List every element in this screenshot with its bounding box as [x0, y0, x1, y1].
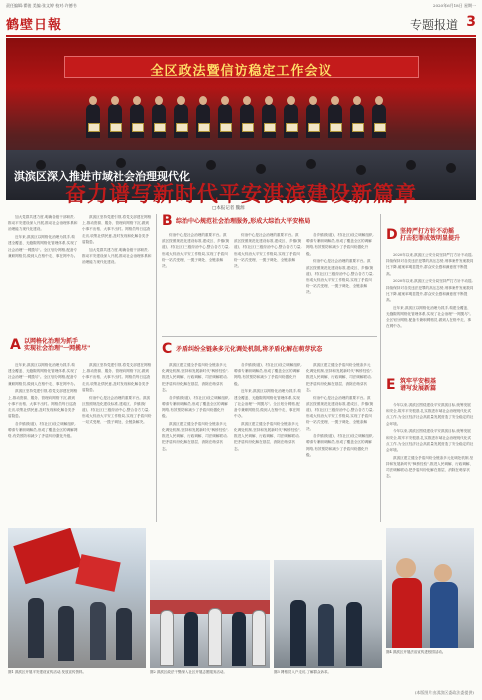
- editor-credits: 责任编辑:翟骏 美编:张文婷 校对:许德书: [6, 3, 77, 8]
- award-recipients: [86, 98, 396, 138]
- section-c-text-2: 各乡镇(街道)、村(社区)设立调解组织,聘请专兼职调解员,形成了覆盖全区的调解网络,有效预防和减少了矛盾纠纷激化升级。 近年来,淇滨区以网格化治理为抓手,构建全覆盖、无缝隙的网格化管理体系,实现了社会治理"一网揽尽"。全区划分网格,配备专兼职网格员,做到人在格中走、事在网中办。 淇滨区建立健全矛盾纠纷全链条多元化调处机制,坚持和发展新时代"枫桥经验",推进人民调解、行政调解、司法调解联动,把矛盾纠纷化解在基层、消除在萌芽状态。: [234, 363, 302, 451]
- section-title-b: 综治中心规范社会治理服务,形成大综治大平安格局: [176, 218, 311, 225]
- photo-caption-4: 图4 淇滨区开展法治宣传进校园活动。: [386, 650, 446, 654]
- section-divider: [162, 336, 377, 337]
- section-c-heading: [162, 342, 377, 356]
- section-title-d: 坚持严打方针不动摇 打击犯罪成效明显提升: [400, 228, 461, 242]
- meeting-banner: [64, 56, 419, 78]
- section-title-a: 以网格化治理为抓手 实现社会治理"一网揽尽": [24, 338, 91, 352]
- section-c-text-3: 淇滨区建立健全矛盾纠纷全链条多元化调处机制,坚持和发展新时代"枫桥经验",推进人民调解、行政调解、司法调解联动,把矛盾纠纷化解在基层、消除在萌芽状态。 综治中心是社会治理的重要平台。淇滨区按照规范化建设标准,建成区、乡镇(街道)、村(社区)三级综治中心,整合各方力量,形成大综治大平安工作格局,实现了矛盾纠纷一站式受理、一揽子调处、全链条解决。 各乡镇(街道)、村(社区)设立调解组织,聘请专兼职调解员,形成了覆盖全区的调解网络,有效预防和减少了矛盾纠纷激化升级。: [306, 363, 374, 457]
- section-title-c: 矛盾纠纷全链条多元化调处机制,将矛盾化解在萌芽状态: [176, 346, 323, 353]
- section-letter: D: [386, 227, 398, 243]
- column-divider: [156, 214, 157, 522]
- section-b-text-3: 各乡镇(街道)、村(社区)设立调解组织,聘请专兼职调解员,形成了覆盖全区的调解网络,有效预防和减少了矛盾纠纷激化升级。 综治中心是社会治理的重要平台。淇滨区按照规范化建设标准,建成区、乡镇(街道)、村(社区)三级综治中心,整合各方力量,形成大综治大平安工作格局,实现了矛盾纠纷一站式受理、一揽子调处、全链条解决。: [306, 233, 374, 295]
- section-title: 专题报道: [409, 18, 458, 32]
- byline: □本报记者 魏源: [212, 206, 245, 211]
- photo-credit: (本版图片由淇滨区委政法委提供): [414, 690, 474, 695]
- section-d-text: 2020年以来,淇滨区公安分局坚持严打方针不动摇,持续保持对各类违法犯罪的高压态势,刑事案件发案数同比下降,破案率明显提升,群众安全感和满意度不断提高。 2020年以来,淇滨区公安分局坚持严打方针不动摇,持续保持对各类违法犯罪的高压态势,刑事案件发案数同比下降,破案率明显提升,群众安全感和满意度不断提高。 近年来,淇滨区以网格化治理为抓手,构建全覆盖、无缝隙的网格化管理体系,实现了社会治理"一网揽尽"。全区划分网格,配备专兼职网格员,做到人在格中走、事在网中办。: [386, 253, 474, 329]
- section-b-text: 综治中心是社会治理的重要平台。淇滨区按照规范化建设标准,建成区、乡镇(街道)、村(社区)三级综治中心,整合各方力量,形成大综治大平安工作格局,实现了矛盾纠纷一站式受理、一揽子调处、全链条解决。: [162, 233, 230, 269]
- section-a-heading: [10, 338, 150, 358]
- section-letter: A: [10, 337, 21, 353]
- photo-caption-3: 图3 网格员入户走访,了解群众诉求。: [274, 670, 331, 674]
- page-number: 3: [466, 14, 476, 30]
- section-letter: E: [386, 377, 396, 393]
- photo-caption-2: 图2 淇滨区政法干警深入社区开展志愿服务活动。: [150, 670, 227, 674]
- section-b-text-2: 综治中心是社会治理的重要平台。淇滨区按照规范化建设标准,建成区、乡镇(街道)、村(社区)三级综治中心,整合各方力量,形成大综治大平安工作格局,实现了矛盾纠纷一站式受理、一揽子调处、全链条解决。: [234, 233, 302, 269]
- photo-publicity-event: [8, 528, 146, 668]
- section-letter: C: [162, 341, 173, 357]
- photo-caption-1: 图1 淇滨区开展平安建设宣传活动,发放宣传资料。: [8, 670, 86, 674]
- banner-text: 全区政法暨信访稳定工作会议: [150, 64, 333, 79]
- subheadline: 淇滨区深入推进市域社会治理现代化: [14, 170, 190, 183]
- section-e-text: 今年以来,淇滨区围绕建设平安淇滨目标,统筹发展和安全,筑牢平安根基,扎实推进市域社会治理现代化试点工作,为全区经济社会高质量发展营造了安全稳定的社会环境。 今年以来,淇滨区围绕建设平安淇滨目标,统筹发展和安全,筑牢平安根基,扎实推进市域社会治理现代化试点工作,为全区经济社会高质量发展营造了安全稳定的社会环境。 淇滨区建立健全矛盾纠纷全链条多元化调处机制,坚持和发展新时代"枫桥经验",推进人民调解、行政调解、司法调解联动,把矛盾纠纷化解在基层、消除在萌芽状态。: [386, 403, 474, 479]
- issue-date: 2020年6月18日 星期一: [432, 3, 476, 8]
- intro-text-2: 淇滨区坚持党建引领,将党支部建在网格上,推动资源、服务、管理向网格下沉,做到小事不出格、大事不出村。网格员每日巡查走访,收集社情民意,及时发现和化解各类矛盾隐患。 加大党群共建力度,明确各级干部职责,推动平安建设深入开展,推动社会治理体系和治理能力现代化建设。: [82, 215, 152, 264]
- header-divider: [6, 35, 476, 37]
- intro-text: 加大党群共建力度,明确各级干部职责,推动平安建设深入开展,推动社会治理体系和治理能力现代化建设。 近年来,淇滨区以网格化治理为抓手,构建全覆盖、无缝隙的网格化管理体系,实现了社会治理"一网揽尽"。全区划分网格,配备专兼职网格员,做到人在格中走、事在网中办。: [8, 215, 78, 258]
- photo-school-event: [386, 528, 474, 648]
- section-title-e: 筑牢平安根基 谱写发展新篇: [400, 378, 437, 392]
- page-meta: [6, 3, 476, 11]
- section-a-text: 近年来,淇滨区以网格化治理为抓手,构建全覆盖、无缝隙的网格化管理体系,实现了社会治理"一网揽尽"。全区划分网格,配备专兼职网格员,做到人在格中走、事在网中办。 淇滨区坚持党建引领,将党支部建在网格上,推动资源、服务、管理向网格下沉,做到小事不出格、大事不出村。网格员每日巡查走访,收集社情民意,及时发现和化解各类矛盾隐患。 各乡镇(街道)、村(社区)设立调解组织,聘请专兼职调解员,形成了覆盖全区的调解网络,有效预防和减少了矛盾纠纷激化升级。: [8, 363, 78, 439]
- photo-volunteers: [150, 560, 270, 668]
- section-a-text-2: 淇滨区坚持党建引领,将党支部建在网格上,推动资源、服务、管理向网格下沉,做到小事不出格、大事不出村。网格员每日巡查走访,收集社情民意,及时发现和化解各类矛盾隐患。 综治中心是社会治理的重要平台。淇滨区按照规范化建设标准,建成区、乡镇(街道)、村(社区)三级综治中心,整合各方力量,形成大综治大平安工作格局,实现了矛盾纠纷一站式受理、一揽子调处、全链条解决。: [82, 363, 152, 425]
- photo-home-visit: [274, 560, 382, 668]
- section-e-heading: [386, 378, 476, 398]
- headline: 奋力谱写新时代平安淇滨建设新篇章: [65, 182, 417, 206]
- hero-photo: [6, 38, 476, 200]
- section-b-heading: [162, 213, 377, 229]
- section-d-heading: [386, 228, 476, 248]
- section-c-text: 淇滨区建立健全矛盾纠纷全链条多元化调处机制,坚持和发展新时代"枫桥经验",推进人民调解、行政调解、司法调解联动,把矛盾纠纷化解在基层、消除在萌芽状态。 各乡镇(街道)、村(社区)设立调解组织,聘请专兼职调解员,形成了覆盖全区的调解网络,有效预防和减少了矛盾纠纷激化升级。 淇滨区建立健全矛盾纠纷全链条多元化调处机制,坚持和发展新时代"枫桥经验",推进人民调解、行政调解、司法调解联动,把矛盾纠纷化解在基层、消除在萌芽状态。: [162, 363, 230, 451]
- column-divider: [380, 214, 381, 522]
- masthead: [6, 12, 476, 34]
- newspaper-logo: 鹤壁日報: [6, 18, 63, 33]
- section-letter: B: [162, 213, 173, 229]
